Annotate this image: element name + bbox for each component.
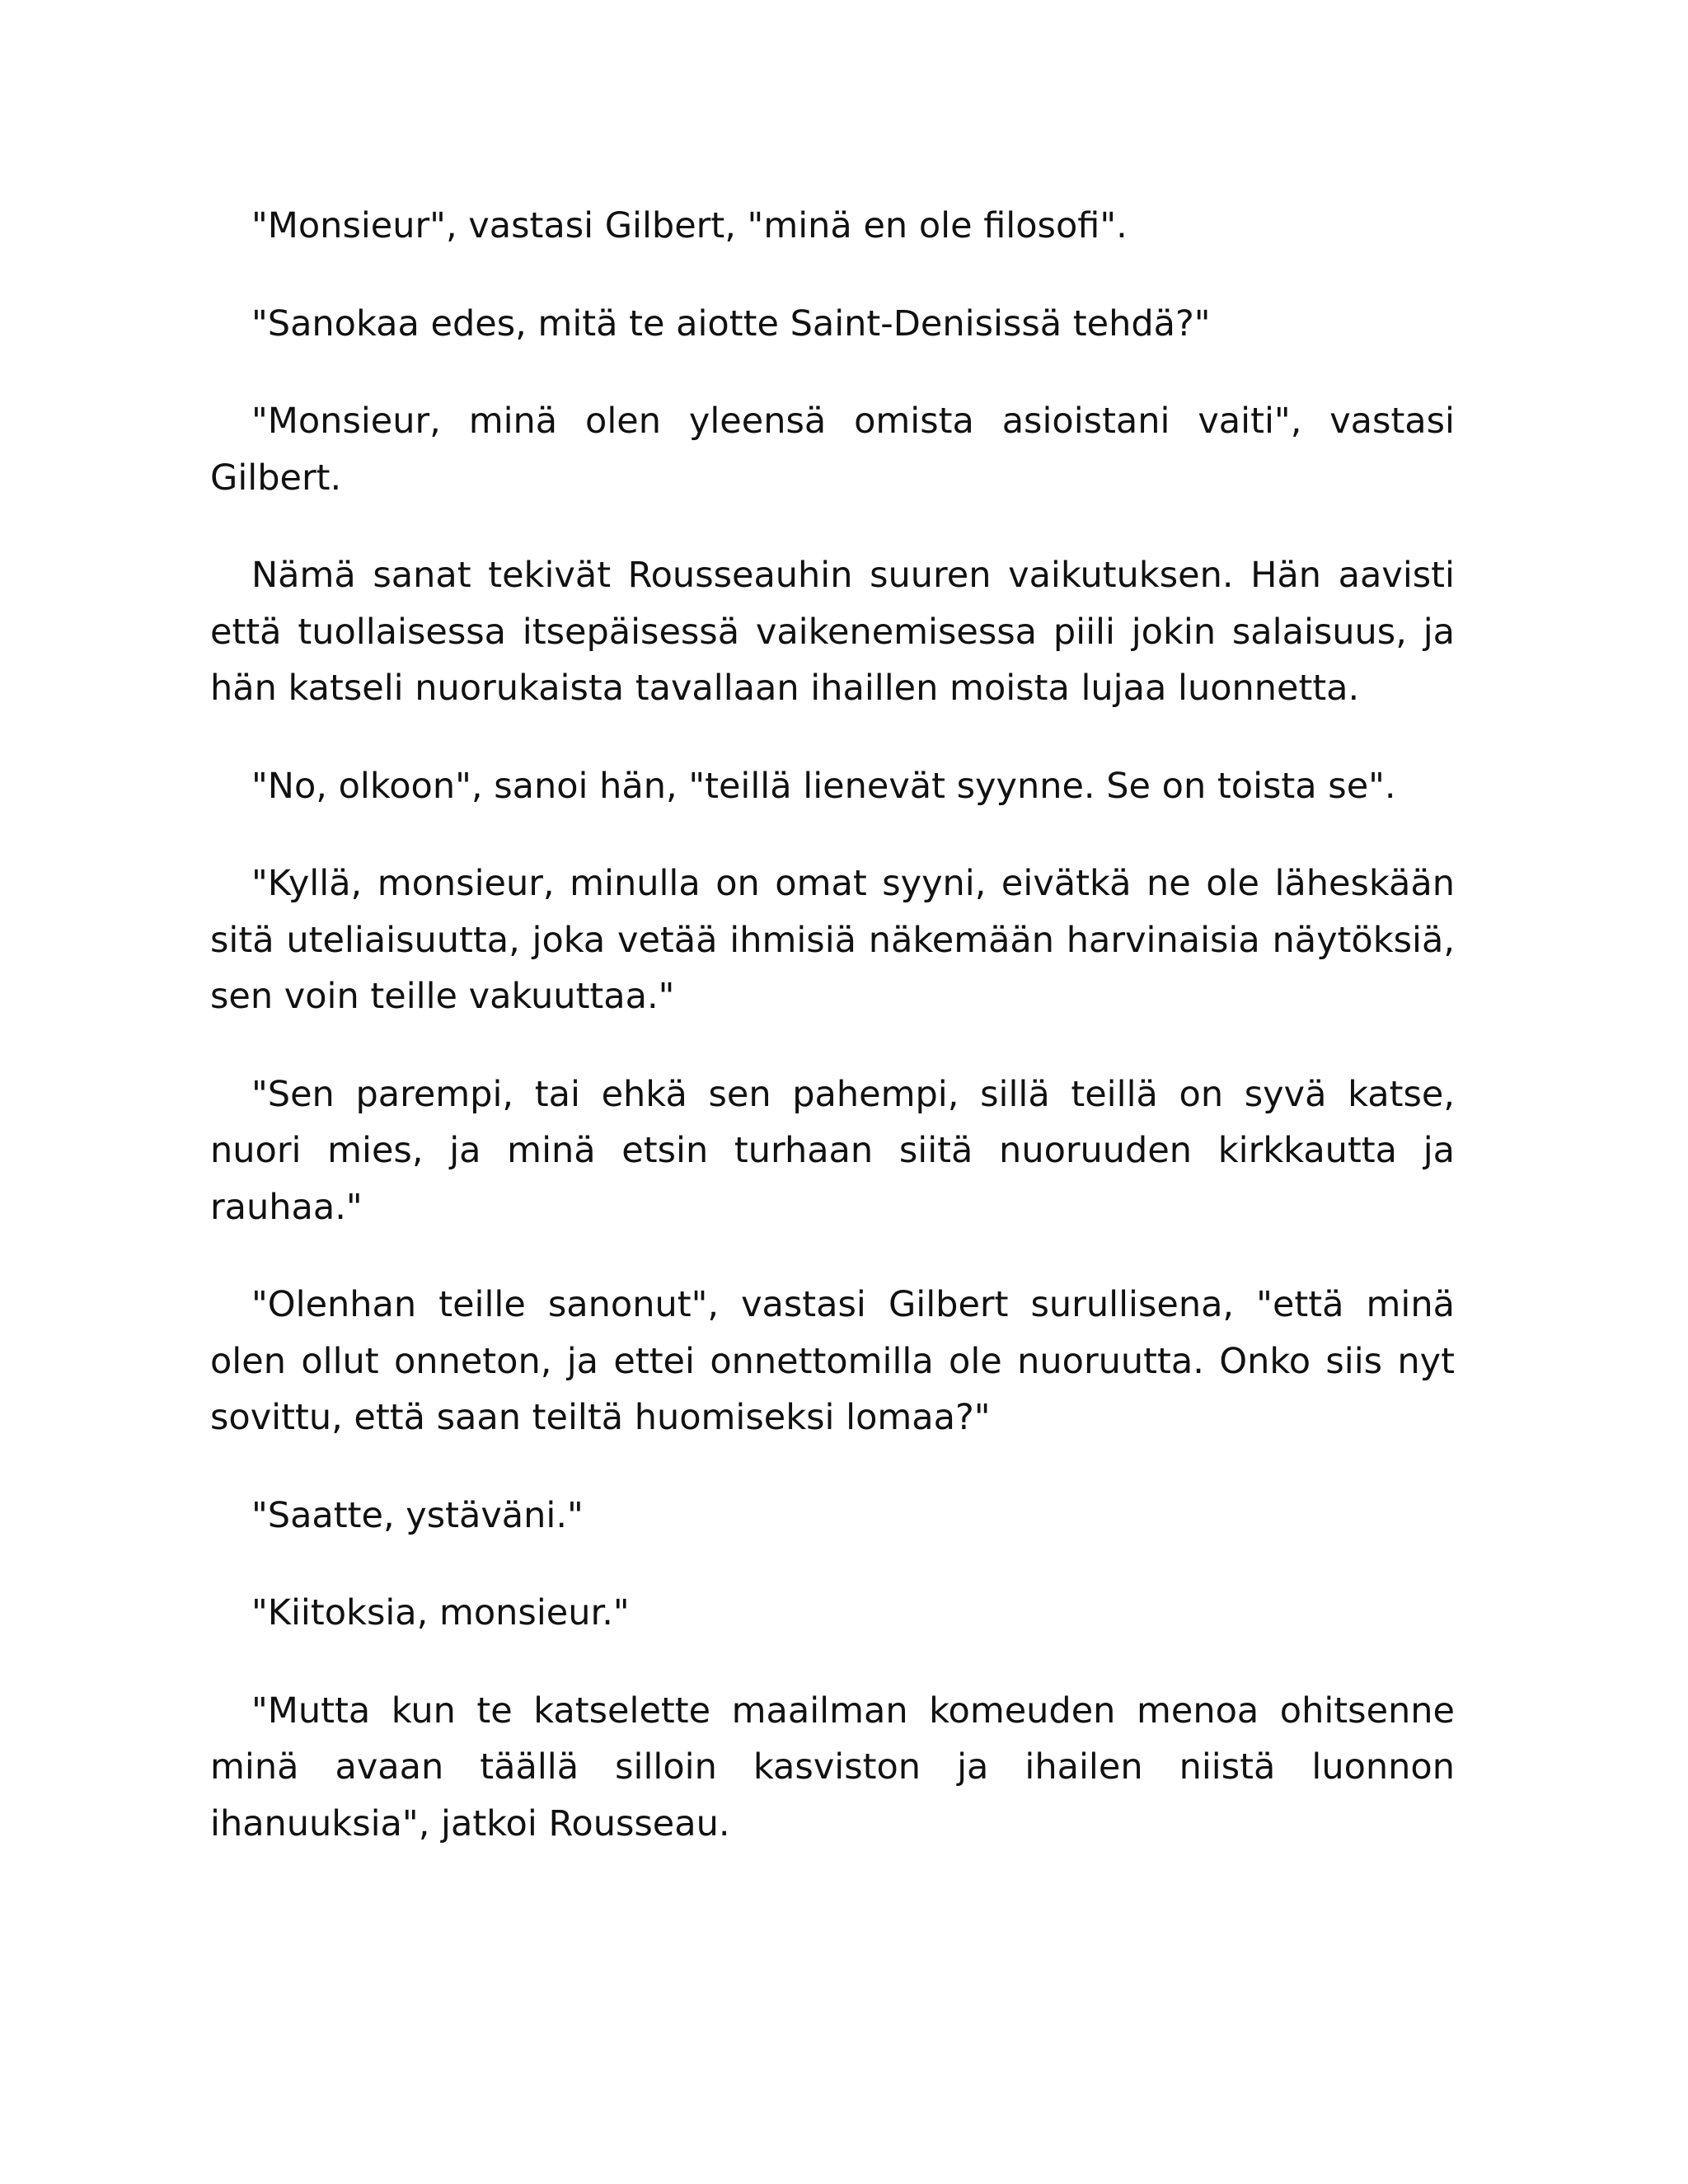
paragraph-5: "No, olkoon", sanoi hän, "teillä lienevät syynne. Se on toista se". bbox=[251, 765, 1396, 807]
paragraph-9: "Saatte, ystäväni." bbox=[251, 1494, 584, 1536]
body-text bbox=[210, 198, 1455, 1893]
paragraph-7: "Sen parempi, tai ehkä sen pahempi, sillä teillä on syvä katse, nuori mies, ja minä etsin turhaan siitä nuoruuden kirkkautta ja rauhaa." bbox=[210, 1073, 1455, 1228]
paragraph-11: "Mutta kun te katselette maailman komeuden menoa ohitsenne minä avaan täällä silloin kasviston ja ihailen niistä luonnon ihanuuksia", jatkoi Rousseau. bbox=[210, 1690, 1455, 1844]
paragraph-3: "Monsieur, minä olen yleensä omista asioistani vaiti", vastasi Gilbert. bbox=[210, 401, 1455, 499]
paragraph-4: Nämä sanat tekivät Rousseauhin suuren vaikutuksen. Hän aavisti että tuollaisessa itsepäisessä vaikenemisessa piili jokin salaisuus, ja hän katseli nuorukaista tavallaan ihaillen moista lujaa luonnetta. bbox=[210, 555, 1455, 709]
paragraph-6: "Kyllä, monsieur, minulla on omat syyni, eivätkä ne ole läheskään sitä uteliaisuutta, joka vetää ihmisiä näkemään harvinaisia näytöksiä, sen voin teille vakuuttaa." bbox=[210, 863, 1455, 1017]
paragraph-8: "Olenhan teille sanonut", vastasi Gilbert surullisena, "että minä olen ollut onneton, ja ettei onnettomilla ole nuoruutta. Onko siis nyt sovittu, että saan teiltä huomiseksi lomaa?" bbox=[210, 1284, 1455, 1438]
paragraph-1: "Monsieur", vastasi Gilbert, "minä en ole filosofi". bbox=[251, 205, 1128, 246]
paragraph-2: "Sanokaa edes, mitä te aiotte Saint-Denisissä tehdä?" bbox=[251, 302, 1211, 344]
paragraph-10: "Kiitoksia, monsieur." bbox=[251, 1592, 630, 1633]
